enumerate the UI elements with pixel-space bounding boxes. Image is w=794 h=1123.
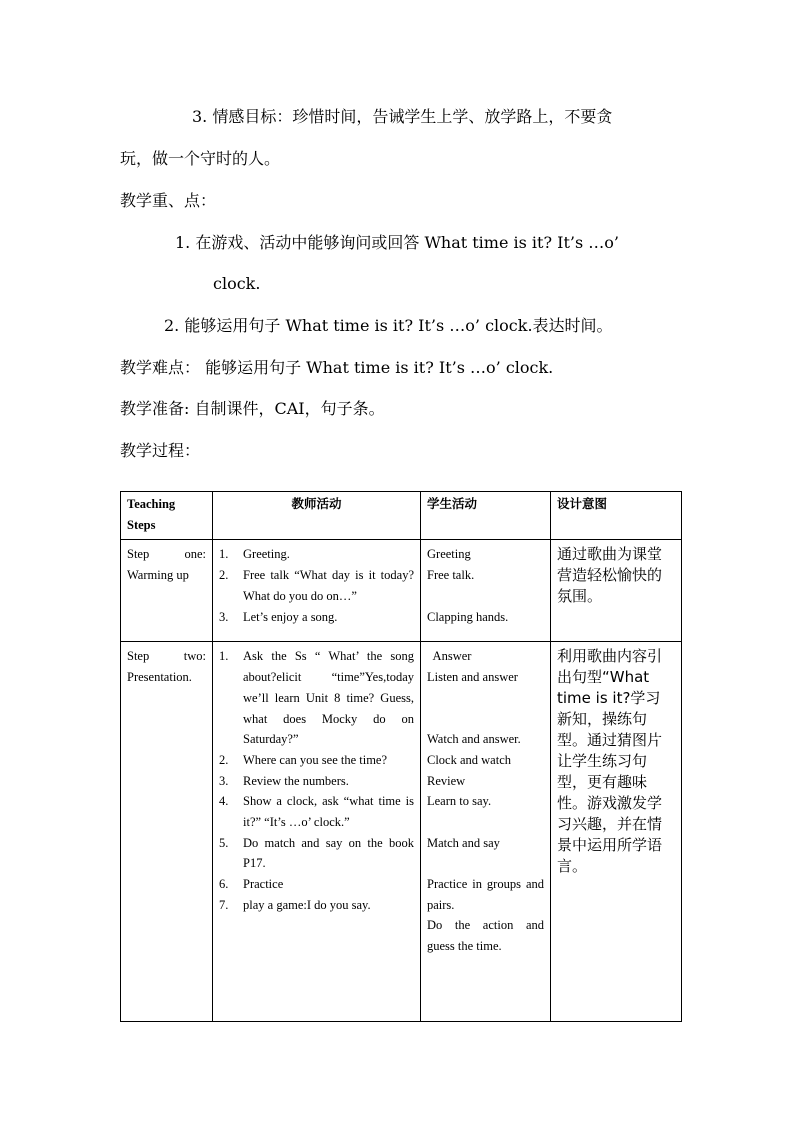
student-activity-line: Watch and answer. — [427, 732, 521, 747]
list-item: 1. Greeting. — [219, 547, 290, 562]
student-activity-line: Answer — [427, 649, 472, 664]
teacher-activity-list — [219, 646, 414, 915]
list-item: 7. play a game:I do you say. — [219, 897, 371, 912]
goal-3-line-2: 玩，做一个守时的人。 — [120, 149, 281, 168]
focus-item-1-line-2: clock. — [213, 274, 261, 293]
design-intent-cell — [551, 540, 682, 642]
student-activity-line — [427, 812, 544, 833]
student-activity-line: Match and say — [427, 835, 500, 850]
table-header-row — [121, 492, 682, 540]
process-heading: 教学过程： — [120, 441, 201, 460]
student-activity-cell — [421, 642, 551, 1022]
list-item: 2. Free talk “What day is it today? What do you do on…” — [219, 568, 414, 603]
student-activity-line: Free talk. — [427, 568, 475, 583]
step-label: Step two: Presentation. — [127, 649, 206, 685]
teacher-activity-list — [219, 544, 414, 627]
design-intent-text: 利用歌曲内容引出句型“What time is it?学习新知，操练句型。通过猜图片让学生练习句型，更有趣味性。游戏激发学习兴趣，并在情景中运用所学语言。 — [557, 647, 663, 876]
list-item: 1. Ask the Ss “ What’ the song about?elicit “time”Yes,today we’ll learn Unit 8 time? Guess, what does Mocky do on Saturday?” — [219, 649, 414, 747]
focus-item-1-line-1: 1. 在游戏、活动中能够询问或回答 What time is it? It’s …o’ — [175, 233, 619, 252]
student-activity-line: Do the action and guess the time. — [427, 918, 544, 954]
student-activity-line: Clapping hands. — [427, 609, 509, 624]
step-cell — [121, 540, 213, 642]
header-design-intent: 设计意图 — [551, 492, 682, 540]
student-activity-line: Listen and answer — [427, 670, 518, 685]
table-row — [121, 540, 682, 642]
teacher-activity-cell — [213, 642, 421, 1022]
student-activity-line: Greeting — [427, 547, 471, 562]
table-row — [121, 642, 682, 1022]
design-intent-cell — [551, 642, 682, 1022]
list-item: 4. Show a clock, ask “what time is it?” “It’s …o’ clock.” — [219, 794, 414, 830]
focus-item-2: 2. 能够运用句子 What time is it? It’s …o’ clock.表达时间。 — [164, 316, 613, 335]
student-activity-line: Practice in groups and pairs. — [427, 877, 544, 912]
student-activity-line: Review — [427, 773, 466, 788]
student-activity-line — [427, 709, 544, 730]
goal-3-line-1: 3. 情感目标：珍惜时间，告诫学生上学、放学路上，不要贪 — [192, 107, 613, 126]
difficulty-line: 教学难点： 能够运用句子 What time is it? It’s …o’ clock. — [120, 358, 554, 377]
step-cell — [121, 642, 213, 1022]
list-item: 3. Let’s enjoy a song. — [219, 609, 338, 624]
preparation-line: 教学准备: 自制课件，CAI，句子条。 — [120, 399, 385, 418]
list-item: 3. Review the numbers. — [219, 773, 349, 788]
student-activity-line — [427, 853, 544, 874]
header-student-activity: 学生活动 — [421, 492, 551, 540]
header-teacher-activity: 教师活动 — [213, 492, 421, 540]
teacher-activity-cell — [213, 540, 421, 642]
student-activity-line: Learn to say. — [427, 794, 492, 809]
student-activity-line — [427, 586, 544, 607]
list-item: 2. Where can you see the time? — [219, 752, 388, 767]
list-item: 6. Practice — [219, 877, 284, 892]
header-teaching-steps: Teaching Steps — [121, 492, 213, 540]
step-label: Step one: Warming up — [127, 547, 206, 583]
focus-heading: 教学重、点： — [120, 191, 217, 210]
design-intent-text: 通过歌曲为课堂营造轻松愉快的氛围。 — [557, 545, 663, 606]
student-activity-cell — [421, 540, 551, 642]
list-item: 5. Do match and say on the book P17. — [219, 835, 414, 871]
teaching-process-table — [120, 491, 682, 1022]
student-activity-line — [427, 688, 544, 709]
student-activity-line: Clock and watch — [427, 752, 512, 767]
